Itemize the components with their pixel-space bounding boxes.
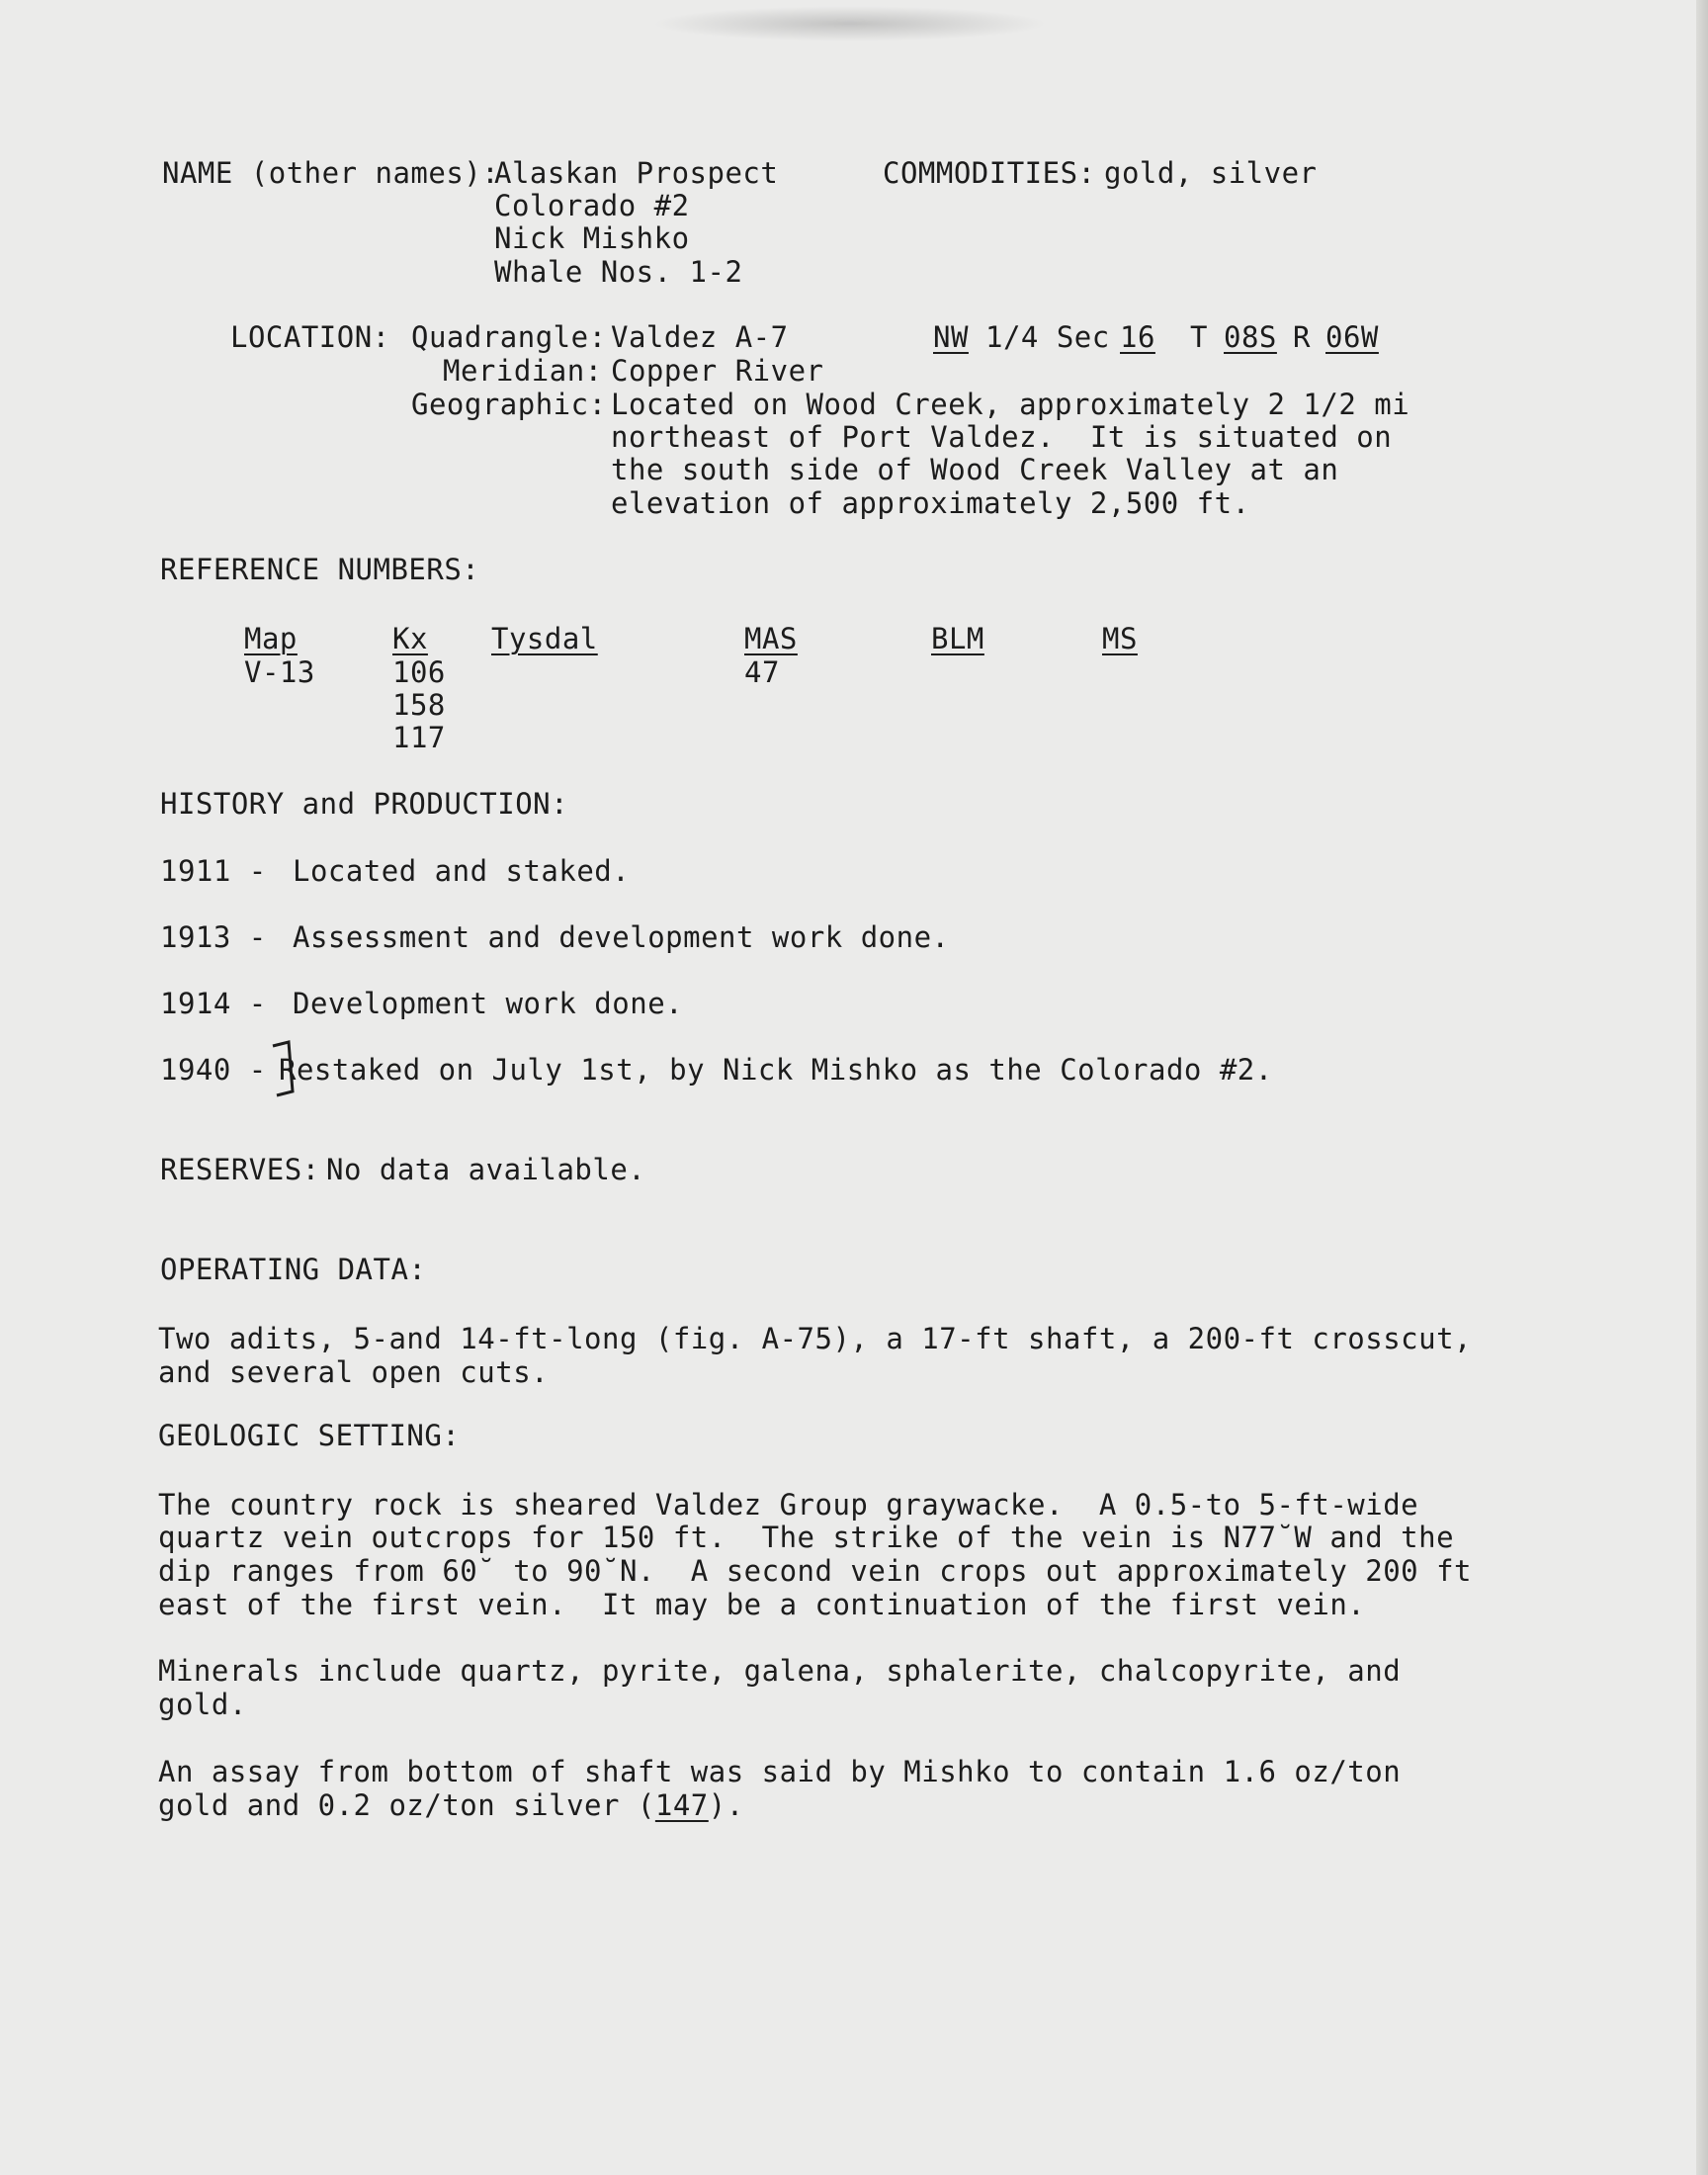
quadrangle-label: Quadrangle:	[411, 320, 607, 354]
scan-edge	[1696, 0, 1708, 2175]
geologic-p3-line-2	[158, 1789, 744, 1822]
ref-kx-value-1: 106	[392, 655, 446, 689]
name-alt-3: Whale Nos. 1-2	[494, 255, 743, 289]
reserves-text: No data available.	[326, 1153, 646, 1186]
township-value: 08S	[1224, 320, 1277, 354]
history-heading: HISTORY and PRODUCTION:	[160, 787, 569, 821]
meridian-value: Copper River	[611, 354, 824, 388]
geologic-p2-line-1: Minerals include quartz, pyrite, galena, sphalerite, chalcopyrite, and	[158, 1654, 1402, 1688]
location-label: LOCATION:	[230, 320, 390, 354]
geographic-line-2: northeast of Port Valdez. It is situated on	[611, 420, 1393, 454]
ref-col-kx: Kx	[392, 622, 428, 655]
operating-heading: OPERATING DATA:	[160, 1253, 427, 1286]
section-value: 16	[1120, 320, 1155, 354]
ref-kx-value-3: 117	[392, 721, 446, 754]
name-alt-2: Nick Mishko	[494, 221, 690, 255]
geologic-p3-line-1: An assay from bottom of shaft was said by Mishko to contain 1.6 oz/ton	[158, 1755, 1402, 1788]
geologic-p1-line-2: quartz vein outcrops for 150 ft. The strike of the vein is N77˘W and the	[158, 1521, 1455, 1554]
bracket-mark-icon	[267, 1040, 300, 1097]
reference-citation: 147	[654, 1788, 709, 1822]
history-year-1940: 1940 -	[160, 1053, 267, 1087]
history-text-1911: Located and staked.	[293, 854, 631, 888]
history-text-1914: Development work done.	[293, 987, 684, 1020]
geologic-p3-text-pre: gold and 0.2 oz/ton silver (	[158, 1788, 655, 1822]
quarter-value: NW	[933, 320, 969, 354]
geographic-label: Geographic:	[411, 388, 607, 421]
township-label: T	[1190, 320, 1208, 354]
geologic-p3-text-post: ).	[708, 1788, 744, 1822]
ref-kx-value-2: 158	[392, 688, 446, 722]
history-year-1914: 1914 -	[160, 987, 267, 1020]
ref-mas-value: 47	[744, 655, 780, 689]
ref-map-value: V-13	[244, 655, 315, 689]
geologic-p1-line-3: dip ranges from 60˘ to 90˘N. A second vein crops out approximately 200 ft	[158, 1554, 1473, 1588]
operating-line-2: and several open cuts.	[158, 1355, 550, 1389]
geologic-p1-line-4: east of the first vein. It may be a continuation of the first vein.	[158, 1588, 1366, 1621]
name-label: NAME (other names):	[162, 156, 500, 190]
range-value: 06W	[1325, 320, 1379, 354]
ref-col-map: Map	[244, 622, 298, 655]
commodities-value: gold, silver	[1104, 156, 1318, 190]
ref-col-ms: MS	[1102, 622, 1138, 655]
meridian-label: Meridian:	[443, 354, 603, 388]
geographic-line-3: the south side of Wood Creek Valley at an	[611, 453, 1339, 486]
name-alt-1: Colorado #2	[494, 189, 690, 222]
scan-smudge	[652, 6, 1048, 42]
history-year-1913: 1913 -	[160, 920, 267, 954]
geologic-p2-line-2: gold.	[158, 1688, 247, 1721]
geologic-heading: GEOLOGIC SETTING:	[158, 1419, 461, 1452]
ref-col-tysdal: Tysdal	[491, 622, 598, 655]
quadrangle-value: Valdez A-7	[611, 320, 789, 354]
quarter-sec-label: 1/4 Sec	[985, 320, 1110, 354]
reserves-label: RESERVES:	[160, 1153, 320, 1186]
history-text-1913: Assessment and development work done.	[293, 920, 950, 954]
geologic-p1-line-1: The country rock is sheared Valdez Group graywacke. A 0.5-to 5-ft-wide	[158, 1488, 1419, 1522]
name-primary: Alaskan Prospect	[494, 156, 779, 190]
geographic-line-4: elevation of approximately 2,500 ft.	[611, 486, 1250, 520]
geographic-line-1: Located on Wood Creek, approximately 2 1/2 mi	[611, 388, 1410, 421]
commodities-label: COMMODITIES:	[883, 156, 1096, 190]
ref-col-mas: MAS	[744, 622, 798, 655]
history-year-1911: 1911 -	[160, 854, 267, 888]
history-text-1940: Restaked on July 1st, by Nick Mishko as the Colorado #2.	[279, 1053, 1273, 1087]
reference-heading: REFERENCE NUMBERS:	[160, 553, 480, 586]
operating-line-1: Two adits, 5-and 14-ft-long (fig. A-75), a 17-ft shaft, a 200-ft crosscut,	[158, 1322, 1473, 1355]
ref-col-blm: BLM	[931, 622, 984, 655]
range-label: R	[1293, 320, 1311, 354]
